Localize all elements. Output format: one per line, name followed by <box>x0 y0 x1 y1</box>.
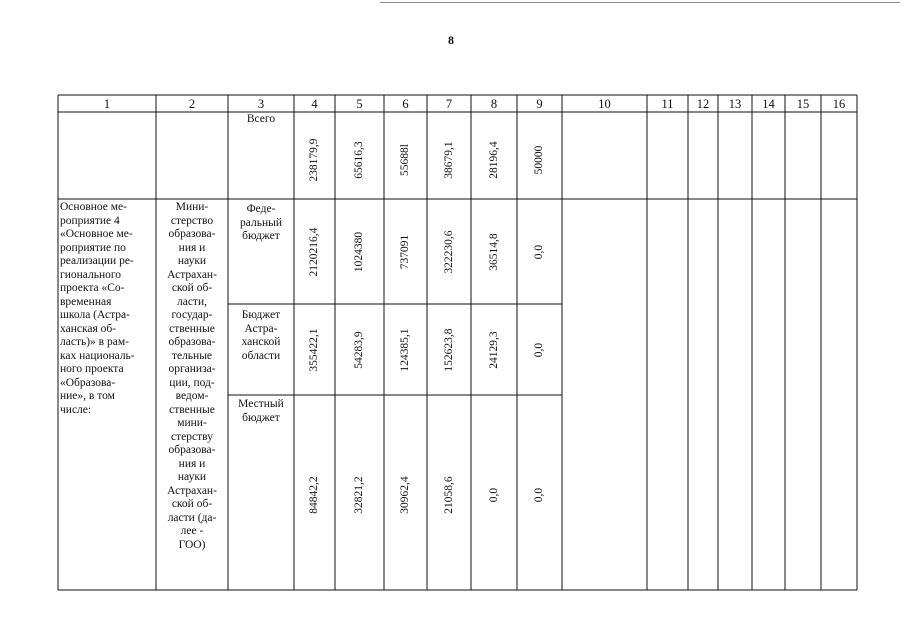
label-line: ральный <box>240 216 282 229</box>
federal-value-col9: 0,0 <box>533 244 545 260</box>
executor-line: Мини- <box>175 201 209 213</box>
header-col-10: 10 <box>598 97 611 111</box>
measure-line: роприятие по <box>60 241 126 254</box>
executor-line: ции, под- <box>169 376 215 389</box>
executor-line: лее - <box>180 525 204 537</box>
executor-line: государ- <box>171 309 213 321</box>
measure-line: «Образова- <box>60 376 116 389</box>
header-col-13: 13 <box>728 97 742 111</box>
header-col-15: 15 <box>796 97 810 111</box>
header-col-8: 8 <box>490 97 498 111</box>
top-rule <box>380 2 900 3</box>
executor-line: стерству <box>171 430 213 443</box>
federal-budget-label <box>228 203 294 244</box>
local-value-col4: 84842,2 <box>308 476 320 514</box>
measure-line: ного проекта <box>60 363 124 375</box>
measure-line: ханская об- <box>60 322 117 335</box>
label-line: Астра- <box>244 322 278 335</box>
executor-line: ния и <box>178 457 206 470</box>
header-col-4: 4 <box>311 97 318 111</box>
executor-line: тельные <box>171 349 213 362</box>
measure-line: ние», в том <box>60 390 115 402</box>
label-line: ханской <box>241 336 281 348</box>
executor-line: ласти, <box>176 295 207 308</box>
header-col-6: 6 <box>402 97 409 111</box>
header-col-9: 9 <box>536 97 543 111</box>
header-col-12: 12 <box>696 97 710 111</box>
executor-line: Астрахан- <box>167 268 217 281</box>
measure-line: ласть)» в рам- <box>60 336 129 348</box>
header-col-2: 2 <box>188 97 196 111</box>
regional-value-col8: 24129,3 <box>488 331 500 369</box>
header-col-1: 1 <box>103 97 111 111</box>
regional-value-col7: 152623,8 <box>443 328 455 372</box>
label-line: бюджет <box>242 230 280 242</box>
executor-line: ГОО) <box>178 538 206 551</box>
local-value-col8: 0,0 <box>488 487 500 503</box>
federal-value-col6: 737091 <box>399 234 411 270</box>
label-line: Бюджет <box>241 309 281 321</box>
label-line: области <box>241 349 281 362</box>
regional-value-col9: 0,0 <box>533 342 545 358</box>
executor-line: науки <box>177 471 207 483</box>
header-col-3: 3 <box>257 97 265 111</box>
measure-line: временная <box>60 295 112 308</box>
executor-line: ственные <box>169 322 215 335</box>
label-line: Феде- <box>246 203 276 215</box>
federal-value-col7: 322230,6 <box>443 230 455 274</box>
regional-value-col6: 124385,1 <box>399 328 411 372</box>
executor-line: стерство <box>170 214 214 227</box>
regional-budget-label <box>228 309 294 363</box>
page-number: 8 <box>448 33 454 47</box>
executor-line: ственные <box>169 403 215 416</box>
local-budget-label <box>228 398 294 425</box>
label-line: бюджет <box>242 411 280 424</box>
executor-line: ласти (да- <box>167 511 217 524</box>
measure-description <box>60 201 156 417</box>
measure-line: проекта «Со- <box>60 282 125 294</box>
regional-value-col5: 54283,9 <box>353 331 365 369</box>
executor-line: Астрахан- <box>167 484 217 497</box>
responsible-executor <box>157 201 227 552</box>
total-value-col7: 38679,1 <box>443 141 455 179</box>
local-value-col7: 21058,6 <box>443 476 455 514</box>
measure-line: ках националь- <box>60 349 135 362</box>
local-value-col5: 32821,2 <box>353 476 365 514</box>
total-value-col5: 65616,3 <box>353 141 365 179</box>
regional-value-col4: 355422,1 <box>308 328 320 372</box>
executor-line: организа- <box>168 363 216 375</box>
header-col-5: 5 <box>356 97 363 111</box>
total-label: Всего <box>246 113 276 125</box>
federal-value-col8: 36514,8 <box>488 233 500 271</box>
label-line: Местный <box>238 398 284 410</box>
executor-line: ния и <box>178 241 206 254</box>
measure-line: «Основное ме- <box>60 228 133 240</box>
executor-line: ской об- <box>171 498 213 510</box>
federal-value-col4: 2120216,4 <box>308 227 320 277</box>
measure-line: Основное ме- <box>60 201 127 213</box>
executor-line: науки <box>177 255 207 267</box>
header-col-7: 7 <box>445 97 453 111</box>
measure-line: числе: <box>60 403 92 416</box>
measure-line: школа (Астра- <box>60 309 130 321</box>
executor-line: ской об- <box>171 282 213 294</box>
executor-line: образова- <box>168 444 216 456</box>
total-value-col8: 28196,4 <box>488 141 500 179</box>
executor-line: образова- <box>168 228 216 240</box>
measure-line: роприятие 4 <box>60 214 120 227</box>
local-value-col6: 30962,4 <box>399 476 411 514</box>
local-value-col9: 0,0 <box>533 487 545 503</box>
executor-line: мини- <box>177 417 207 429</box>
total-value-col4: 238179,9 <box>308 138 320 182</box>
measure-line: гионального <box>60 268 122 281</box>
header-col-11: 11 <box>661 97 674 111</box>
total-value-col9: 50000 <box>533 145 545 175</box>
measure-line: реализации ре- <box>60 255 134 267</box>
header-col-16: 16 <box>832 97 846 111</box>
federal-value-col5: 1024380 <box>353 231 365 273</box>
executor-line: ведом- <box>175 390 209 402</box>
executor-line: образова- <box>168 336 216 348</box>
total-value-col6: 55688l <box>399 144 411 176</box>
header-col-14: 14 <box>762 97 775 111</box>
